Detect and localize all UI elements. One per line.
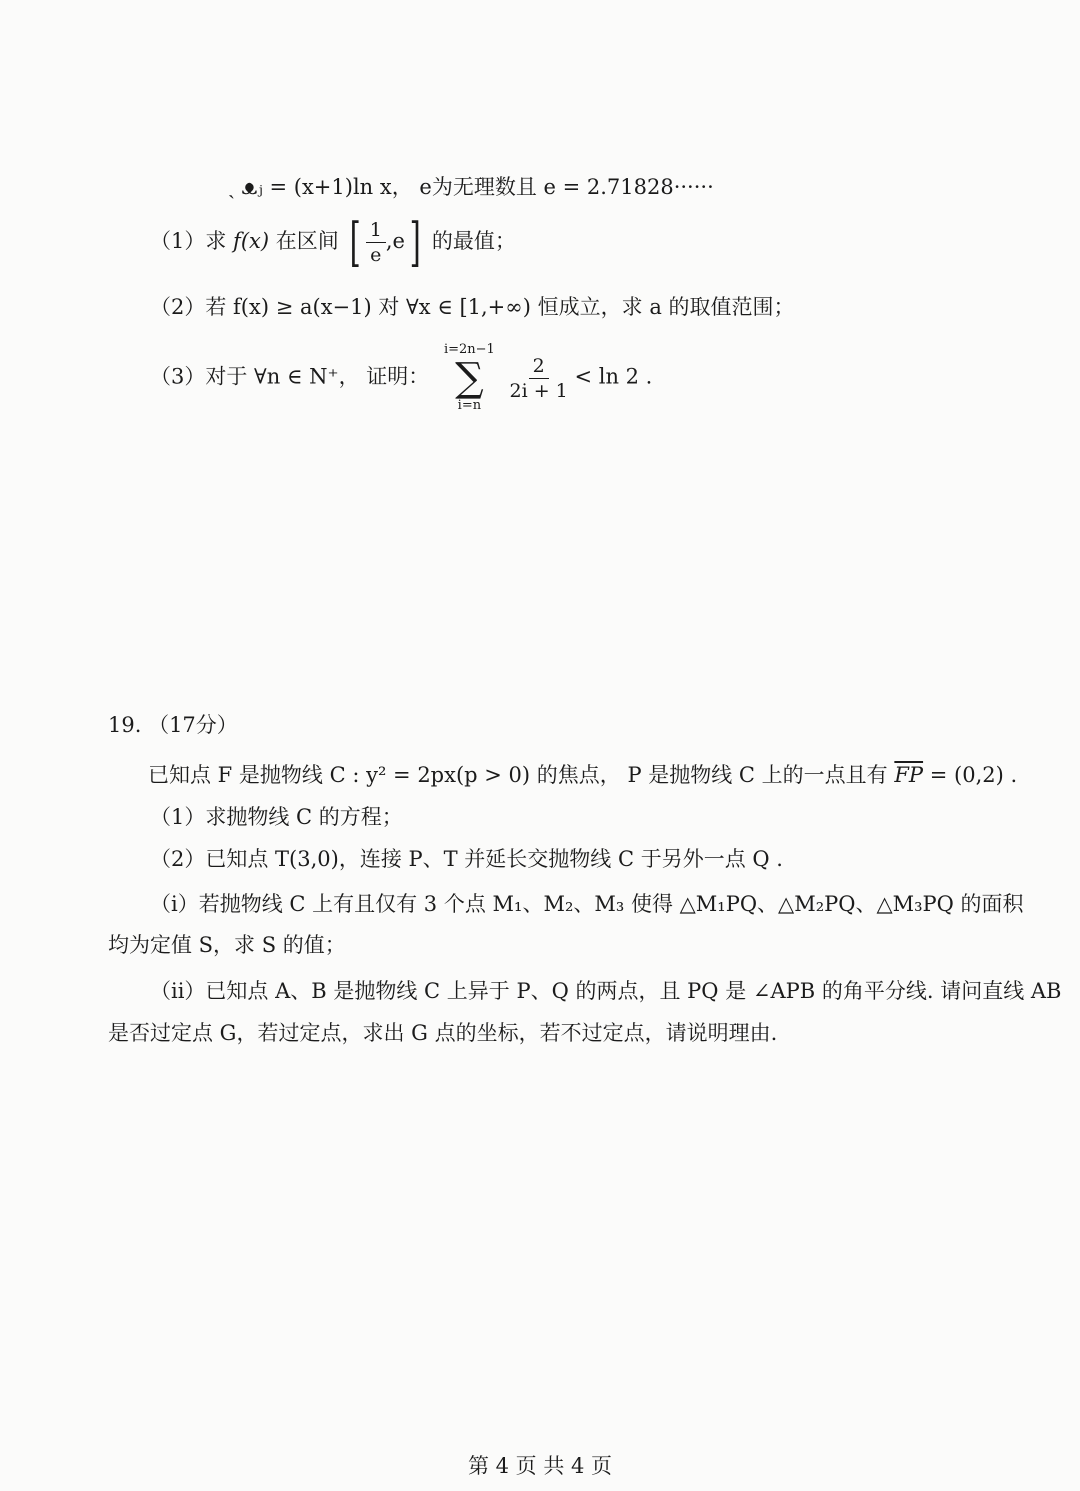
q18-part3: [150, 342, 652, 414]
q18-part1-mid: 在区间: [269, 229, 339, 253]
sum-lower-limit: i=n: [457, 398, 482, 413]
q18-part2: （2）若 f(x) ≥ a(x−1) 对 ∀x ∈ [1,+∞) 恒成立，求 a 的取值范围；: [150, 295, 795, 319]
q18-part3-end: < ln 2 .: [574, 364, 653, 389]
q18-part1-fraction: [366, 218, 386, 267]
sigma-symbol: ∑: [455, 355, 484, 401]
q19-part1: （1）求抛物线 C 的方程；: [150, 805, 403, 829]
frac-numerator: 1: [366, 218, 386, 243]
frac-numerator: 2: [529, 354, 549, 379]
q19-stem: [148, 760, 1017, 790]
q19-part2-ii-line1: （ii）已知点 A、B 是抛物线 C 上异于 P、Q 的两点，且 PQ 是 ∠APB 的角平分线. 请问直线 AB: [150, 979, 1062, 1003]
q18-part1: [150, 212, 516, 273]
sum-upper-limit: i=2n−1: [443, 342, 495, 357]
left-bracket: [: [350, 212, 362, 273]
q19-stem-a: 已知点 F 是抛物线 C : y² = 2px(p > 0) 的焦点， P 是抛物线 C 上的一点且有: [148, 763, 895, 787]
q19-stem-b: = (0,2) .: [923, 763, 1018, 787]
q18-part1-fx: f(x): [233, 229, 270, 253]
vector-fp: $\overline{FP}$: [894, 763, 924, 787]
page-footer: 第 4 页 共 4 页: [467, 1454, 613, 1478]
q18-part3-label: （3）对于 ∀n ∈ N⁺， 证明：: [150, 364, 430, 389]
q18-part1-label: （1）求: [150, 229, 234, 253]
q19-part2: （2）已知点 T(3,0)，连接 P、T 并延长交抛物线 C 于另外一点 Q .: [150, 847, 783, 871]
q19-part2-i-line2: 均为定值 S，求 S 的值；: [108, 933, 346, 957]
q19-part2-ii-line2: 是否过定点 G，若过定点，求出 G 点的坐标，若不过定点，请说明理由.: [108, 1021, 778, 1045]
frac-denominator: e: [370, 244, 382, 266]
frac-denominator: 2i + 1: [509, 379, 568, 402]
right-bracket: ]: [409, 212, 421, 273]
q18-part3-fraction: [510, 354, 568, 403]
summation: [444, 342, 495, 414]
q18-intro: ˏ ᴥⱼ = (x+1)ln x， e为无理数且 e = 2.71828······: [228, 175, 714, 199]
q18-part1-end: 的最值；: [425, 229, 516, 253]
q18-part1-after-frac: ,e: [385, 229, 405, 253]
q19-part2-i-line1: （i）若抛物线 C 上有且仅有 3 个点 M₁、M₂、M₃ 使得 △M₁PQ、△M₂PQ、△M₃PQ 的面积: [150, 892, 1024, 916]
q19-header: 19. （17分）: [108, 713, 238, 737]
